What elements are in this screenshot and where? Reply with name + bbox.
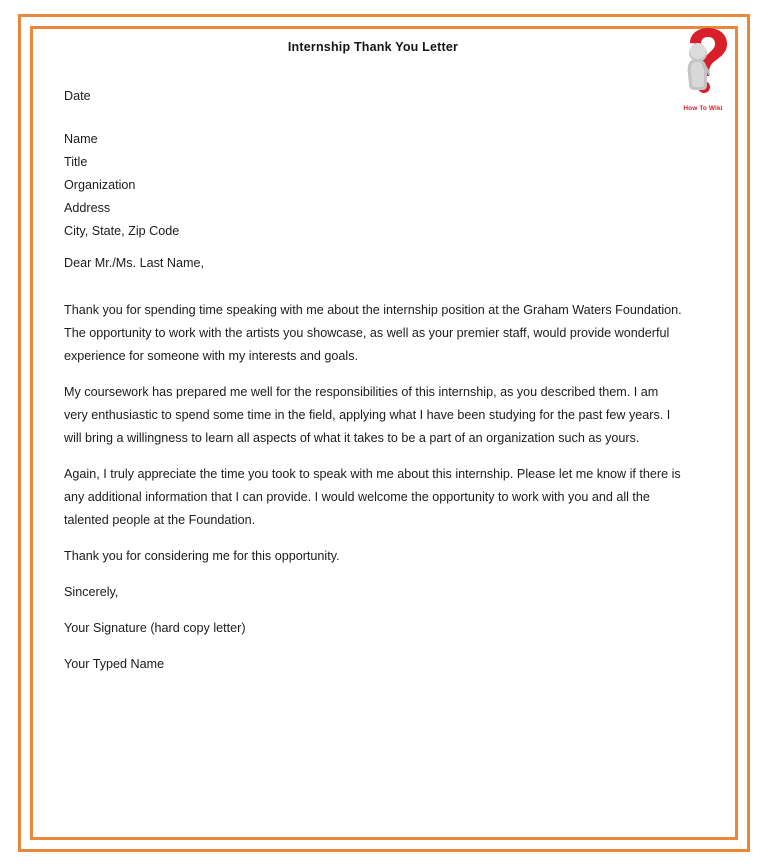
typed-name-line: Your Typed Name — [64, 657, 165, 671]
paragraph-4: Thank you for considering me for this opportunity. — [64, 549, 340, 563]
paragraph-1: Thank you for spending time speaking with me about the internship position at the Graham Waters Foundation. The opportunity to work with the artists you showcase, as well as your premier staff, would provide wonderful experience for someone with my interests and goals. — [64, 303, 682, 363]
spacer — [64, 532, 682, 545]
header-line-title: Title — [64, 155, 88, 169]
header-line-date: Date — [64, 89, 91, 103]
header-line-city-state-zip: City, State, Zip Code — [64, 224, 180, 238]
letter-content — [64, 40, 682, 676]
spacer — [64, 568, 682, 581]
header-line-address: Address — [64, 201, 111, 215]
logo-caption: How To Wiki — [683, 105, 723, 112]
spacer — [64, 450, 682, 463]
spacer — [64, 640, 682, 653]
closing: Sincerely, — [64, 585, 119, 599]
letter-body — [64, 85, 682, 676]
spacer — [64, 275, 682, 299]
spacer — [64, 243, 682, 252]
header-line-organization: Organization — [64, 178, 136, 192]
signature-line: Your Signature (hard copy letter) — [64, 621, 246, 635]
paragraph-2: My coursework has prepared me well for the responsibilities of this internship, as you described them. I am very enthusiastic to spend some time in the field, applying what I have been studying for the past few years. I will bring a willingness to learn all aspects of what it takes to be a part of an organization such as yours. — [64, 385, 671, 445]
spacer — [64, 368, 682, 381]
spacer — [64, 604, 682, 617]
salutation: Dear Mr./Ms. Last Name, — [64, 256, 204, 270]
header-line-name: Name — [64, 132, 98, 146]
paragraph-3: Again, I truly appreciate the time you took to speak with me about this internship. Please let me know if there is any additional information that I can provide. I would welcome the opportunity to work with you and all the talented people at the Foundation. — [64, 467, 681, 527]
spacer — [64, 108, 682, 128]
page-title: Internship Thank You Letter — [287, 40, 459, 54]
